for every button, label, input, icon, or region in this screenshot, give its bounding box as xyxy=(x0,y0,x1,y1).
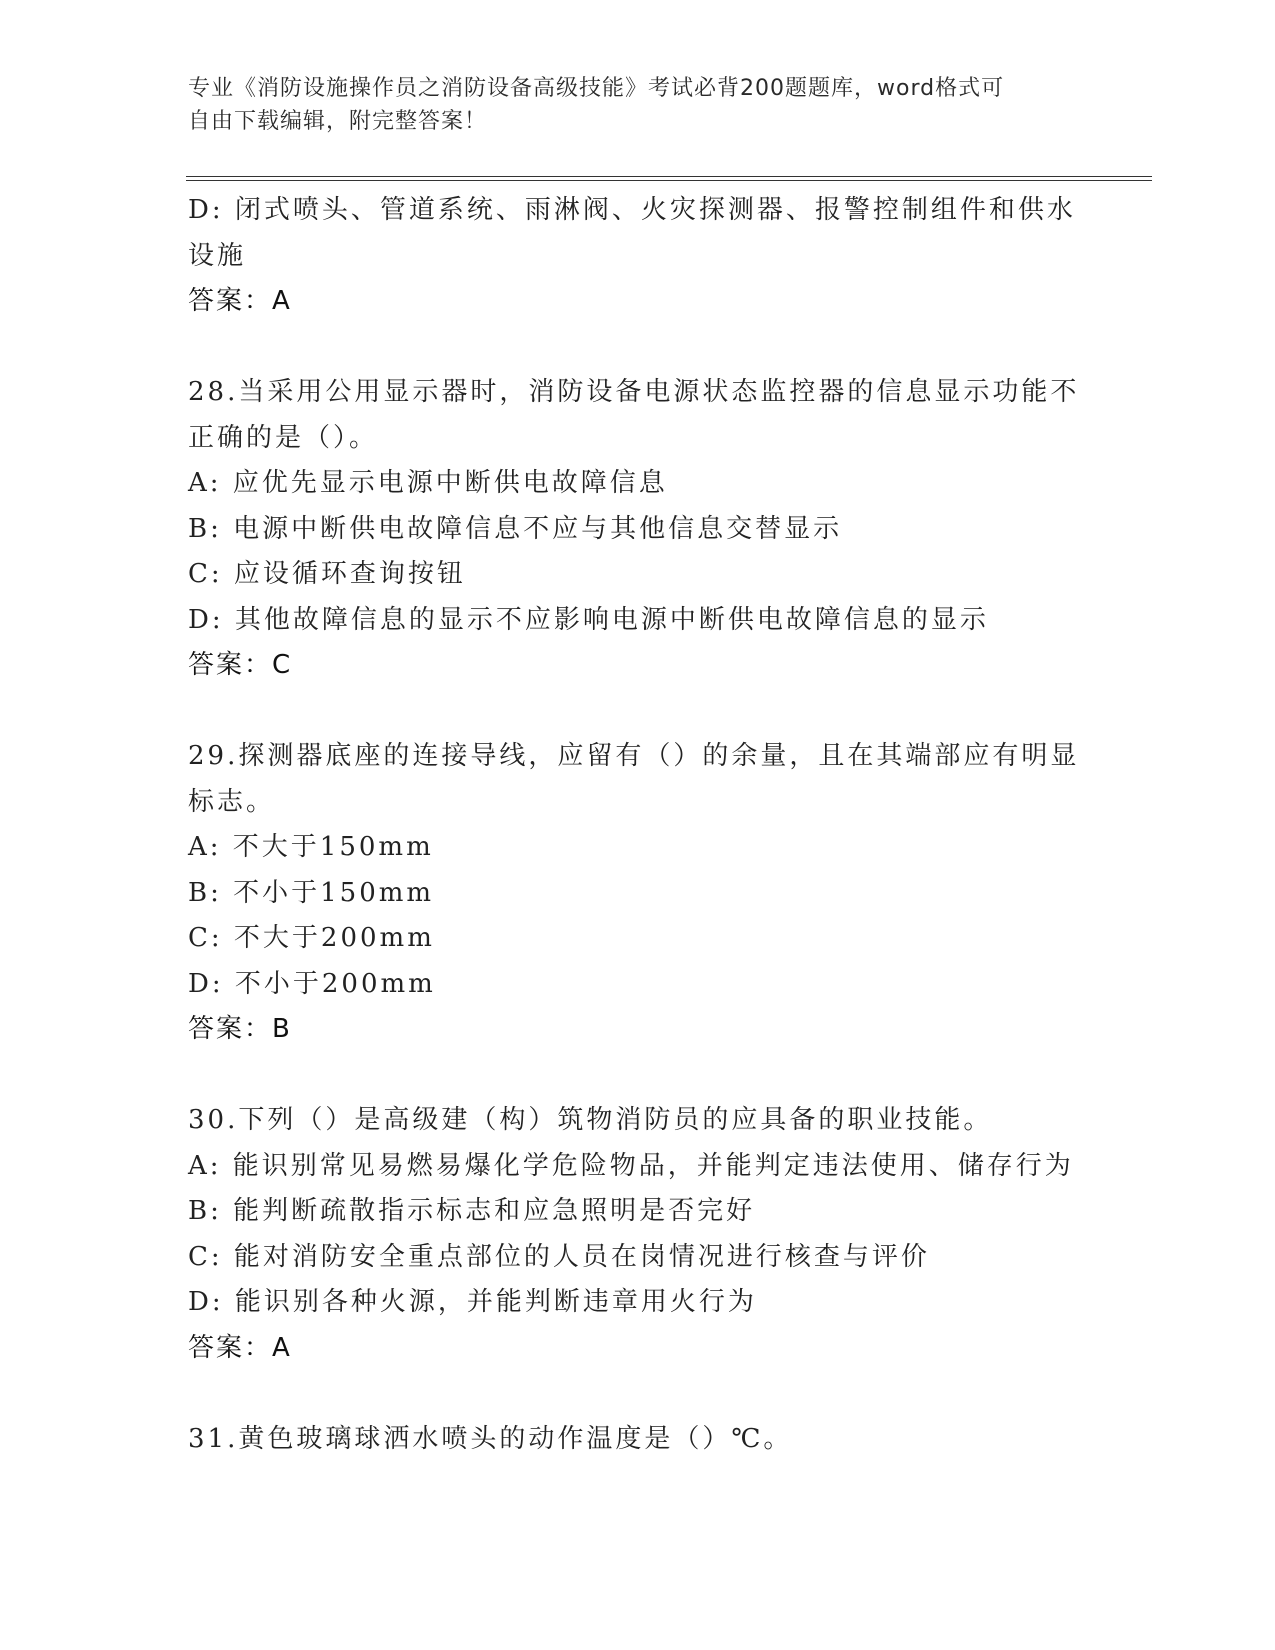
question-30 xyxy=(188,1098,1088,1371)
question-stem: 29.探测器底座的连接导线，应留有（）的余量，且在其端部应有明显 xyxy=(188,741,1080,771)
document-body xyxy=(188,188,1088,1462)
option-a: A: 不大于150mm xyxy=(188,832,434,862)
question-stem: 30.下列（）是高级建（构）筑物消防员的应具备的职业技能。 xyxy=(188,1105,993,1135)
option-c: C: 应设循环查询按钮 xyxy=(188,559,466,589)
option-d: D: 闭式喷头、管道系统、雨淋阀、火灾探测器、报警控制组件和供水 xyxy=(188,195,1076,225)
header-title-line-1: 专业《消防设施操作员之消防设备高级技能》考试必背200题题库，word格式可 xyxy=(188,76,1005,101)
option-d: D: 不小于200mm xyxy=(188,968,436,999)
option-c: C: 不大于200mm xyxy=(188,923,435,953)
option-b: B: 能判断疏散指示标志和应急照明是否完好 xyxy=(188,1196,756,1226)
page-header xyxy=(188,72,1068,138)
option-b: B: 不小于150mm xyxy=(188,877,435,908)
spacer xyxy=(188,689,1088,735)
option-d: D: 其他故障信息的显示不应影响电源中断供电故障信息的显示 xyxy=(188,604,989,635)
question-fragment xyxy=(188,188,1088,325)
option-d-continued: 设施 xyxy=(188,240,247,271)
spacer xyxy=(188,325,1088,371)
question-stem-continued: 标志。 xyxy=(188,786,276,817)
question-28 xyxy=(188,370,1088,689)
option-c: C: 能对消防安全重点部位的人员在岗情况进行核查与评价 xyxy=(188,1241,930,1272)
spacer xyxy=(188,1053,1088,1099)
option-d: D: 能识别各种火源，并能判断违章用火行为 xyxy=(188,1287,757,1317)
answer-line: 答案：B xyxy=(188,1014,292,1044)
option-b: B: 电源中断供电故障信息不应与其他信息交替显示 xyxy=(188,513,843,544)
option-a: A: 能识别常见易燃易爆化学危险物品，并能判定违法使用、储存行为 xyxy=(188,1150,1074,1181)
question-stem: 28.当采用公用显示器时，消防设备电源状态监控器的信息显示功能不 xyxy=(188,377,1080,407)
header-divider xyxy=(186,176,1152,181)
answer-line: 答案：A xyxy=(188,286,292,316)
header-title-line-2: 自由下载编辑，附完整答案！ xyxy=(188,109,488,134)
answer-line: 答案：A xyxy=(188,1332,292,1363)
question-stem-continued: 正确的是（）。 xyxy=(188,422,379,453)
question-stem: 31.黄色玻璃球洒水喷头的动作温度是（）℃。 xyxy=(188,1423,793,1454)
question-29 xyxy=(188,734,1088,1053)
spacer xyxy=(188,1371,1088,1417)
answer-line: 答案：C xyxy=(188,650,293,680)
option-a: A: 应优先显示电源中断供电故障信息 xyxy=(188,468,668,498)
question-31 xyxy=(188,1417,1088,1463)
